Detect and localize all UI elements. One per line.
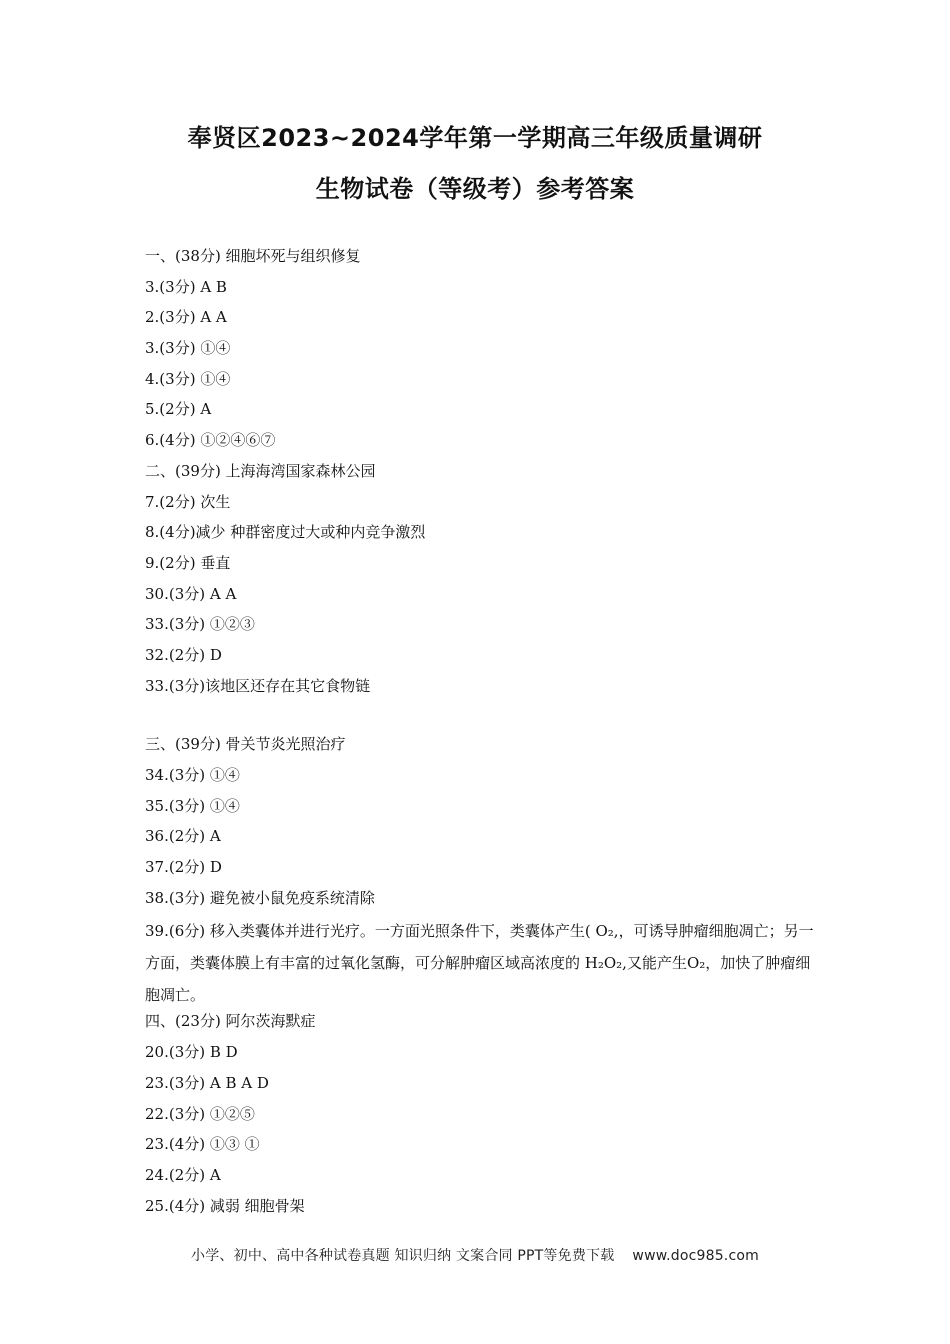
answer-line: 25.(4分) 减弱 细胞骨架	[145, 1196, 305, 1215]
answer-line: 35.(3分) ①④	[145, 796, 240, 815]
answer-line: 3.(3分) ①④	[145, 339, 231, 358]
section-heading-1: 一、(38分) 细胞坏死与组织修复	[145, 247, 361, 265]
page-footer	[0, 1245, 950, 1265]
answer-line: 20.(3分) B D	[145, 1043, 238, 1062]
answer-line: 33.(3分) ①②③	[145, 615, 255, 634]
answer-paragraph-39: 39.(6分) 移入类囊体并进行光疗。一方面光照条件下，类囊体产生( O₂,，可诱导肿瘤细胞凋亡；另一方面，类囊体膜上有丰富的过氧化氢酶，可分解肿瘤区域高浓度的 H₂O₂,又能产生O₂，加快了肿瘤细胞凋亡。	[145, 922, 814, 1005]
answer-line: 34.(3分) ①④	[145, 766, 240, 784]
answer-line: 36.(2分) A	[145, 827, 221, 846]
section-heading-3: 三、(39分) 骨关节炎光照治疗	[145, 735, 346, 754]
answer-line: 23.(4分) ①③ ①	[145, 1135, 260, 1154]
answer-line: 32.(2分) D	[145, 645, 222, 664]
answer-line: 9.(2分) 垂直	[145, 553, 231, 572]
answer-line: 38.(3分) 避免被小鼠免疫系统清除	[145, 888, 375, 907]
answer-line: 8.(4分)减少 种群密度过大或种内竞争激烈	[145, 523, 426, 542]
footer-site-link[interactable]: www.doc985.com	[632, 1248, 759, 1264]
blank-line	[145, 703, 815, 731]
answer-list	[145, 243, 815, 1223]
answer-line: 23.(3分) A B A D	[145, 1073, 269, 1092]
answer-line: 4.(3分) ①④	[145, 369, 231, 388]
answer-line: 30.(3分) A A	[145, 584, 237, 603]
answer-line: 5.(2分) A	[145, 400, 212, 419]
answer-line: 6.(4分) ①②④⑥⑦	[145, 431, 276, 450]
answer-line: 24.(2分) A	[145, 1165, 221, 1184]
answer-line: 37.(2分) D	[145, 858, 222, 877]
footer-text: 小学、初中、高中各种试卷真题 知识归纳 文案合同 PPT等免费下载	[191, 1248, 615, 1264]
answer-line: 33.(3分)该地区还存在其它食物链	[145, 676, 371, 695]
document-subtitle: 生物试卷（等级考）参考答案	[315, 175, 635, 203]
section-heading-2: 二、(39分) 上海海湾国家森林公园	[145, 461, 376, 480]
answer-line: 2.(3分) A A	[145, 308, 227, 327]
document-title: 奉贤区2023~2024学年第一学期高三年级质量调研	[187, 124, 763, 152]
answer-line: 3.(3分) A B	[145, 277, 227, 296]
section-heading-4: 四、(23分) 阿尔茨海默症	[145, 1012, 316, 1031]
answer-line: 7.(2分) 次生	[145, 492, 231, 511]
answer-line: 22.(3分) ①②⑤	[145, 1104, 255, 1123]
